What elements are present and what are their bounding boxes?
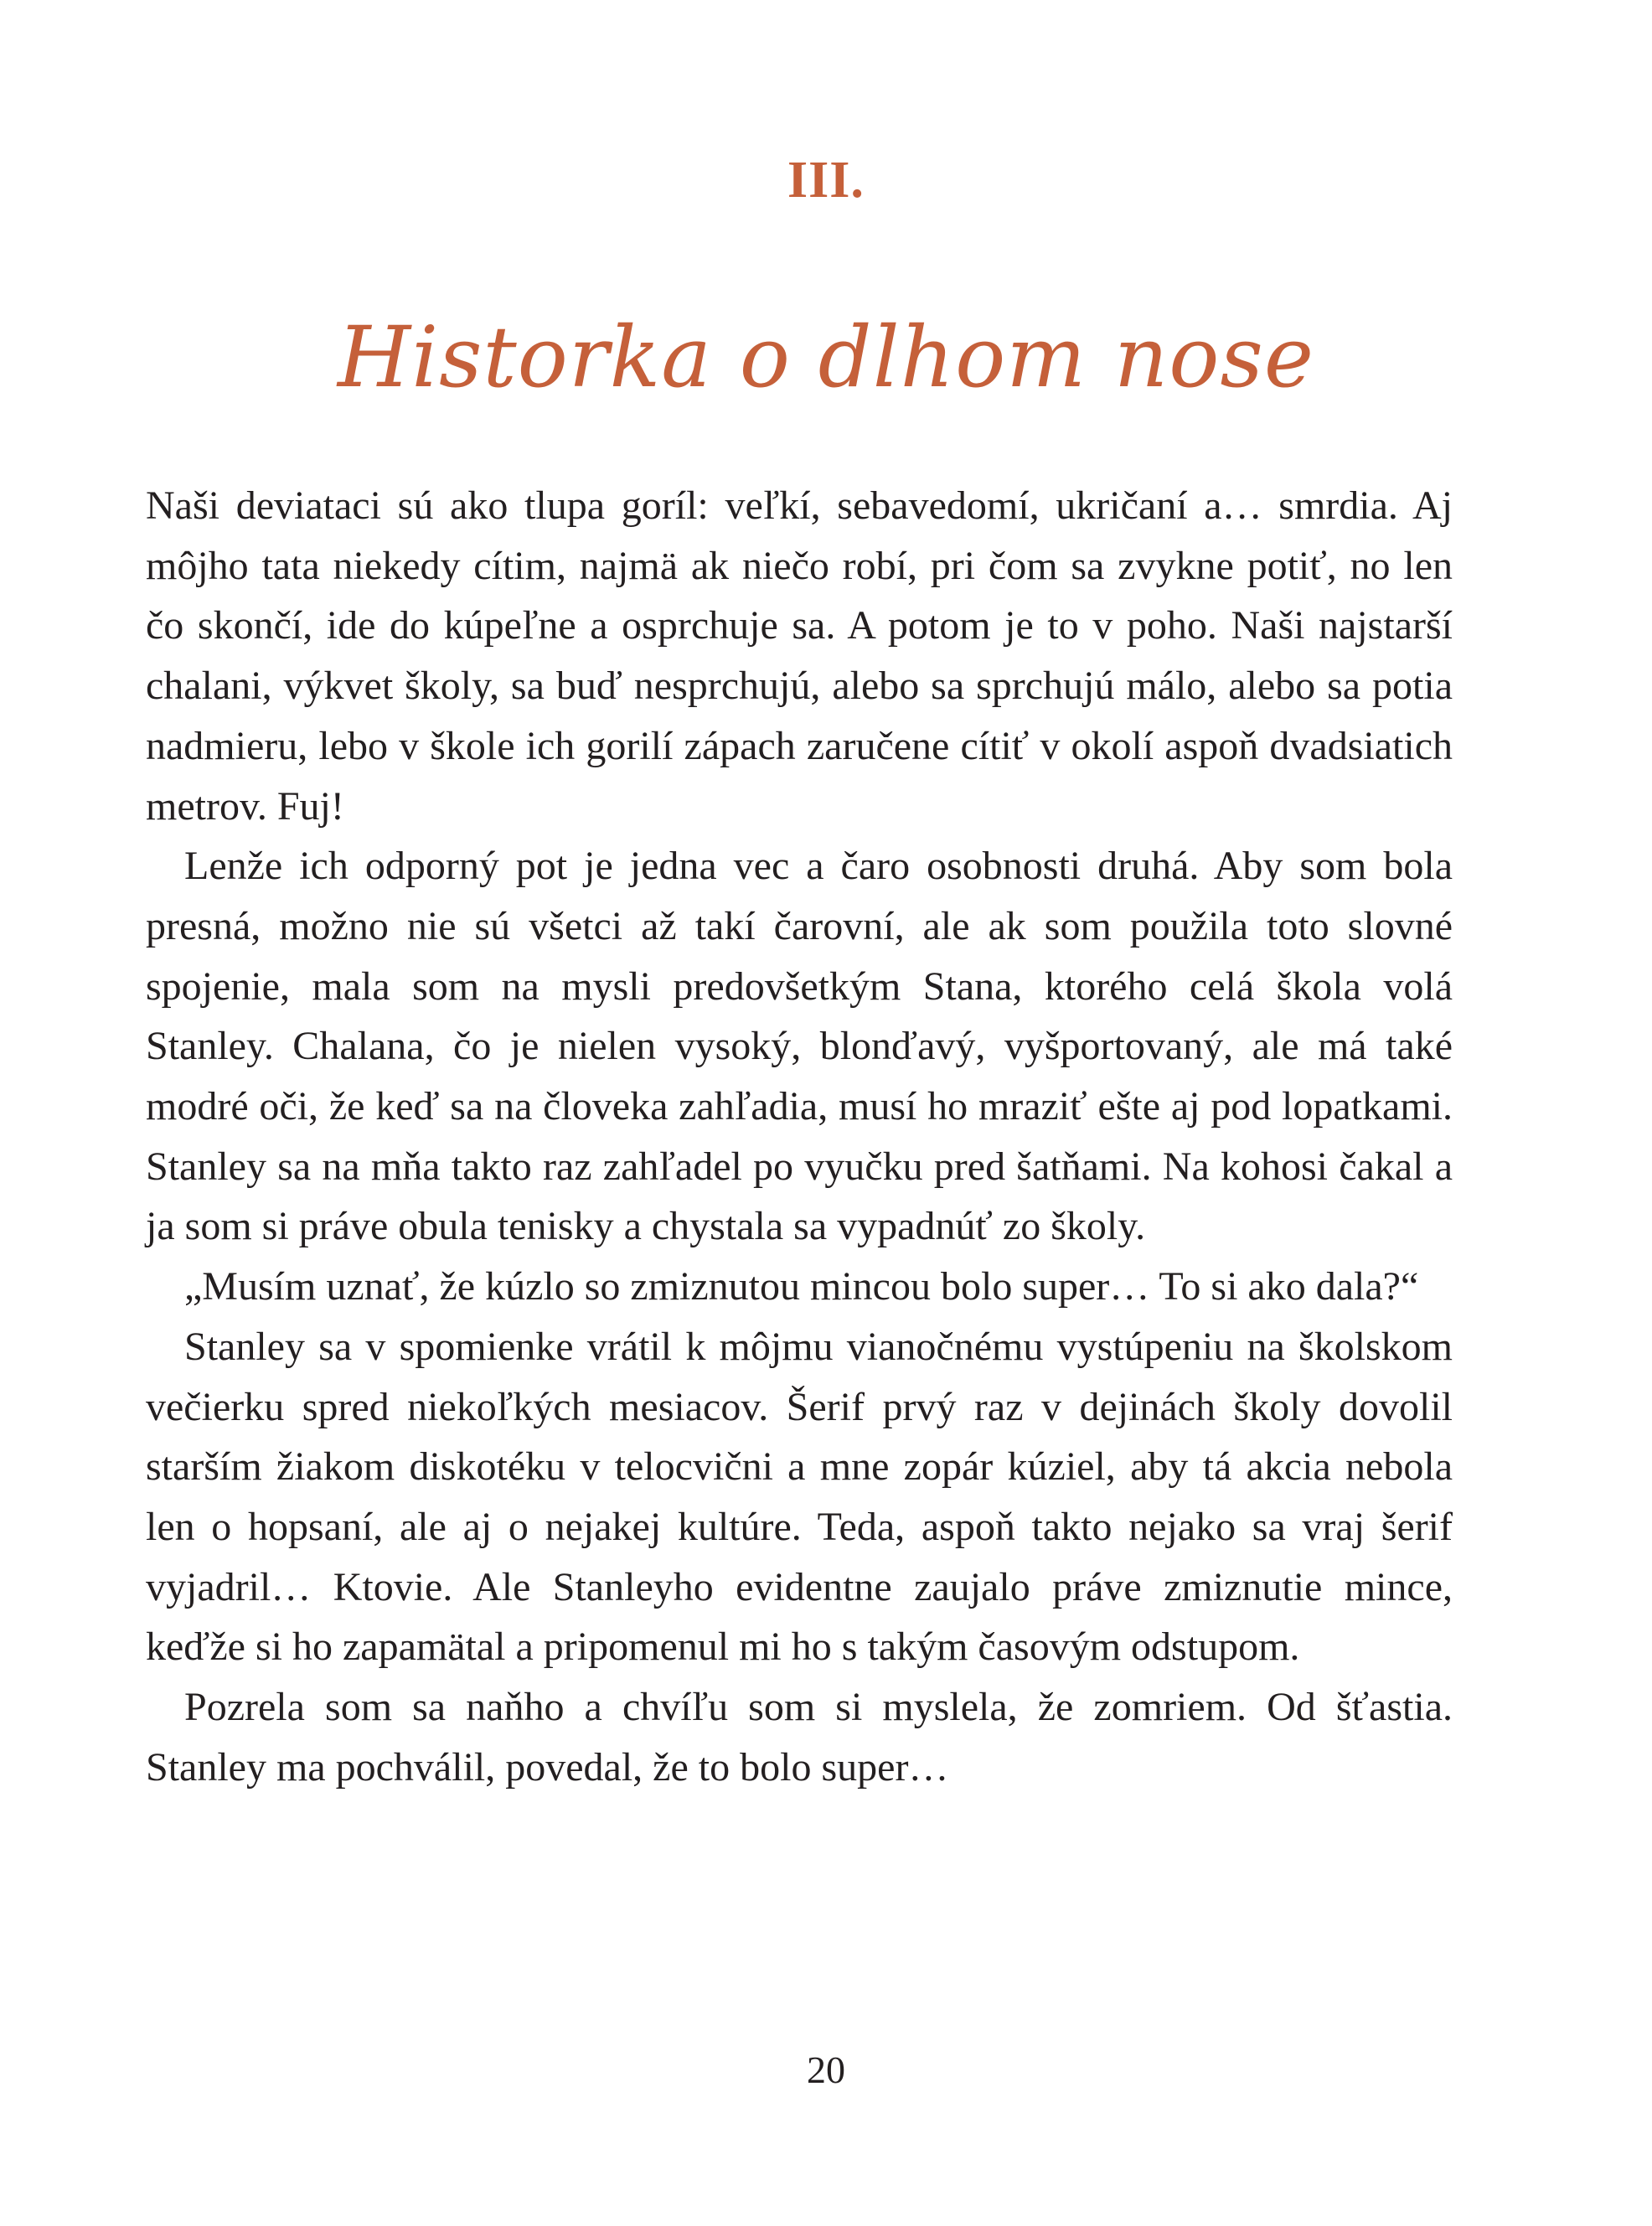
page-number: 20 (807, 2048, 845, 2091)
paragraph-3: „Musím uznať, že kúzlo so zmiznutou mincou bolo super… To si ako dala?“ (184, 1264, 1419, 1309)
paragraph-2: Lenže ich odporný pot je jedna vec a čaro osobnosti druhá. Aby som bola presná, možno nie sú všetci až takí čarovní, ale ak som použila toto slovné spojenie, mala som na mysli predovšetkým Stana, ktorého celá škola volá Stanley. Chalana, čo je nielen vysoký, blonďavý, vyšportovaný, ale má také modré oči, že keď sa na človeka zahľadia, musí ho mraziť ešte aj pod lopatkami. Stanley sa na mňa takto raz zahľadel po vyučku pred šatňami. Na kohosi čakal a ja som si práve obula tenisky a chystala sa vypadnúť zo školy. (146, 844, 1453, 1249)
paragraph-5: Pozrela som sa naňho a chvíľu som si myslela, že zomriem. Od šťastia. Stanley ma pochválil, povedal, že to bolo super… (146, 1685, 1453, 1790)
chapter-body (146, 476, 1453, 1797)
paragraph-1: Naši deviataci sú ako tlupa goríl: veľkí, sebavedomí, ukričaní a… smrdia. Aj môjho tata niekedy cítim, najmä ak niečo robí, pri čom sa zvykne potiť, no len čo skončí, ide do kúpeľne a osprchuje sa. A potom je to v poho. Naši najstarší chalani, výkvet školy, sa buď nesprchujú, alebo sa sprchujú málo, alebo sa potia nadmieru, lebo v škole ich gorilí zápach zaručene cítiť v okolí aspoň dvadsiatich metrov. Fuj! (146, 483, 1453, 829)
chapter-number: III. (787, 152, 865, 209)
chapter-title: Historka o dlhom nose (337, 308, 1315, 406)
paragraph-4: Stanley sa v spomienke vrátil k môjmu vianočnému vystúpeniu na školskom večierku spred niekoľkých mesiacov. Šerif prvý raz v dejinách školy dovolil starším žiakom diskotéku v telocvični a mne zopár kúziel, aby tá akcia nebola len o hopsaní, ale aj o nejakej kultúre. Teda, aspoň takto nejako sa vraj šerif vyjadril… Ktovie. Ale Stanleyho evidentne zaujalo práve zmiznutie mince, keďže si ho zapamätal a pripomenul mi ho s takým časovým odstupom. (146, 1324, 1453, 1670)
